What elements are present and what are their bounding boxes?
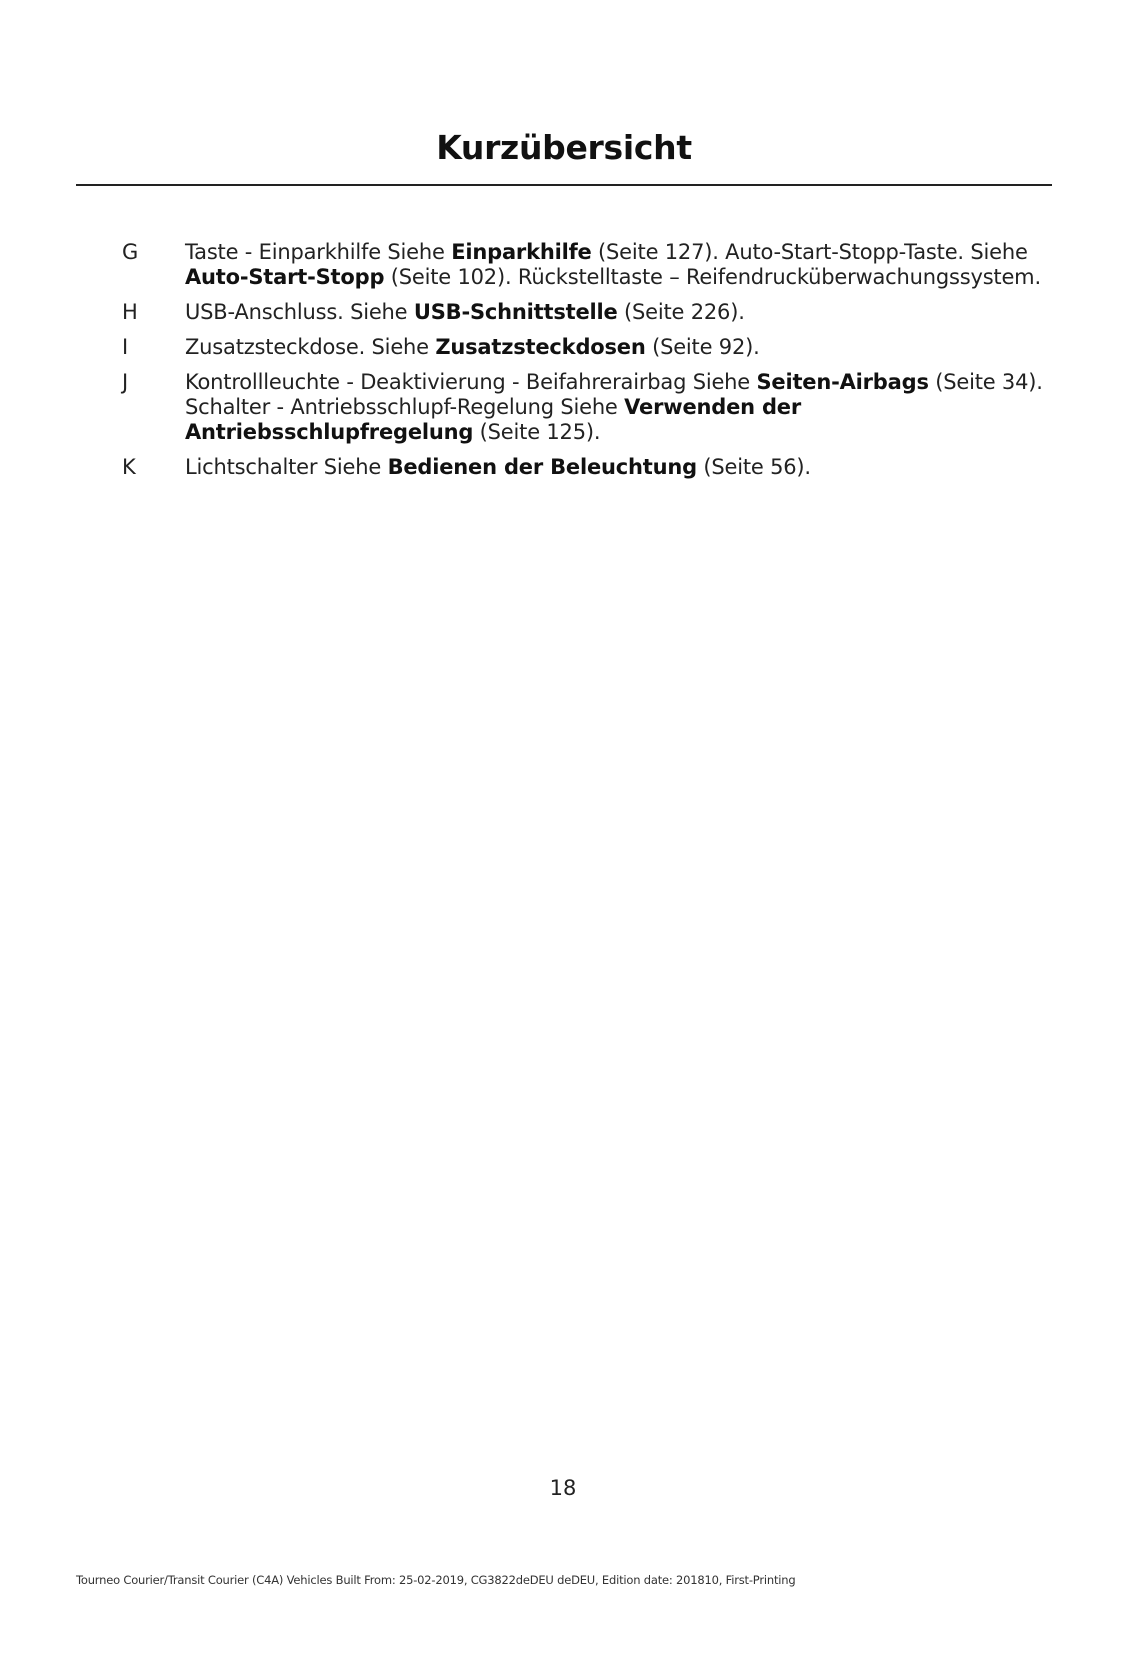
entry-letter: G <box>122 240 139 264</box>
page-title: Kurzübersicht <box>436 128 692 167</box>
entry-letter: H <box>122 300 138 324</box>
entry-description <box>185 370 1045 445</box>
entry-letter: K <box>122 455 136 479</box>
cross-reference-link[interactable]: Einparkhilfe <box>451 240 592 264</box>
title-divider <box>76 184 1052 186</box>
entry-text-segment: (Seite 226). <box>617 300 745 324</box>
footer-text: Tourneo Courier/Transit Courier (C4A) Vehicles Built From: 25-02-2019, CG3822deDEU deDEU, Edition date: 201810, First-Printing <box>76 1573 796 1587</box>
entry-letter: I <box>122 335 129 359</box>
entry-text-segment: USB-Anschluss. Siehe <box>185 300 414 324</box>
entry-description <box>185 335 1045 360</box>
cross-reference-link[interactable]: Bedienen der Beleuchtung <box>387 455 697 479</box>
list-item <box>0 455 1142 480</box>
list-item <box>0 240 1142 290</box>
entry-description <box>185 240 1045 290</box>
page-number: 18 <box>549 1476 577 1500</box>
entry-text-segment: (Seite 127). Auto-Start-Stopp-Taste. Siehe <box>591 240 1028 264</box>
entry-description <box>185 455 1045 480</box>
entry-text-segment: Kontrollleuchte - Deaktivierung - Beifahrerairbag Siehe <box>185 370 757 394</box>
entry-text-segment: (Seite 92). <box>645 335 760 359</box>
entry-text-segment: (Seite 102). Rückstelltaste – Reifendrucküberwachungssystem. <box>384 265 1041 289</box>
entry-list <box>0 240 1142 490</box>
cross-reference-link[interactable]: Seiten-Airbags <box>756 370 929 394</box>
cross-reference-link[interactable]: Verwenden der Antriebsschlupfregelung <box>185 395 802 444</box>
cross-reference-link[interactable]: Zusatzsteckdosen <box>435 335 646 359</box>
cross-reference-link[interactable]: Auto-Start-Stopp <box>185 265 385 289</box>
entry-text-segment: Zusatzsteckdose. Siehe <box>185 335 436 359</box>
entry-text-segment: (Seite 56). <box>696 455 811 479</box>
list-item <box>0 335 1142 360</box>
list-item <box>0 300 1142 325</box>
entry-text-segment: (Seite 34). Schalter - Antriebsschlupf-Regelung Siehe <box>185 370 1043 419</box>
entry-text-segment: (Seite 125). <box>473 420 601 444</box>
cross-reference-link[interactable]: USB-Schnittstelle <box>413 300 618 324</box>
list-item <box>0 370 1142 445</box>
entry-description <box>185 300 1045 325</box>
entry-text-segment: Taste - Einparkhilfe Siehe <box>185 240 452 264</box>
entry-text-segment: Lichtschalter Siehe <box>185 455 388 479</box>
entry-letter: J <box>122 370 129 394</box>
